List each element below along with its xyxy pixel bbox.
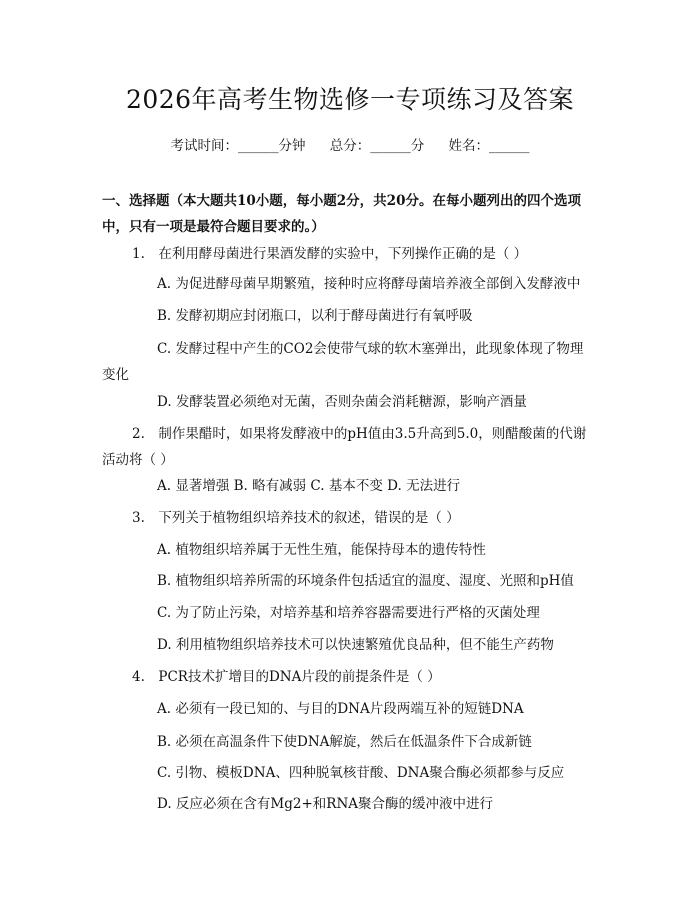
total-score-field: 总分：______分 <box>329 138 425 154</box>
question-3-option-c: C. 为了防止污染，对培养基和培养容器需要进行严格的灭菌处理 <box>157 605 540 621</box>
question-2-stem: 2. 制作果醋时，如果将发酵液中的pH值由3.5升高到5.0，则醋酸菌的代谢活动将（ ） <box>102 426 587 468</box>
question-4-option-c: C. 引物、模板DNA、四种脱氧核苷酸、DNA聚合酶必须都参与反应 <box>157 765 565 781</box>
student-name-field: 姓名：______ <box>448 138 530 154</box>
question-3-option-d: D. 利用植物组织培养技术可以快速繁殖优良品种，但不能生产药物 <box>157 637 554 653</box>
question-3-option-a: A. 植物组织培养属于无性生殖，能保持母本的遗传特性 <box>157 542 486 558</box>
page-title: 2026年高考生物选修一专项练习及答案 <box>125 85 575 114</box>
question-3-option-b: B. 植物组织培养所需的环境条件包括适宜的温度、湿度、光照和pH值 <box>157 573 574 589</box>
exam-time-field: 考试时间：______分钟 <box>170 138 306 154</box>
question-1-option-b: B. 发酵初期应封闭瓶口，以利于酵母菌进行有氧呼吸 <box>157 308 473 324</box>
question-4-option-d: D. 反应必须在含有Mg2+和RNA聚合酶的缓冲液中进行 <box>157 796 494 812</box>
question-4-option-a: A. 必须有一段已知的、与目的DNA片段两端互补的短链DNA <box>157 701 524 717</box>
exam-meta <box>0 134 700 154</box>
question-3-stem: 3. 下列关于植物组织培养技术的叙述，错误的是（ ） <box>132 510 460 526</box>
question-1-option-d: D. 发酵装置必须绝对无菌，否则杂菌会消耗糖源，影响产酒量 <box>157 394 527 410</box>
question-4-stem: 4. PCR技术扩增目的DNA片段的前提条件是（ ） <box>132 669 441 685</box>
section-heading: 一、选择题（本大题共10小题，每小题2分，共20分。在每小题列出的四个选项中，只有一项是最符合题目要求的。） <box>102 193 581 235</box>
question-1-option-a: A. 为促进酵母菌早期繁殖，接种时应将酵母菌培养液全部倒入发酵液中 <box>157 276 581 292</box>
question-1-option-c: C. 发酵过程中产生的CO2会使带气球的软木塞弹出，此现象体现了物理变化 <box>102 341 584 383</box>
question-4-option-b: B. 必须在高温条件下使DNA解旋，然后在低温条件下合成新链 <box>157 734 532 750</box>
question-2-options: A. 显著增强 B. 略有减弱 C. 基本不变 D. 无法进行 <box>157 478 461 494</box>
question-1-stem: 1. 在利用酵母菌进行果酒发酵的实验中，下列操作正确的是（ ） <box>132 246 528 262</box>
